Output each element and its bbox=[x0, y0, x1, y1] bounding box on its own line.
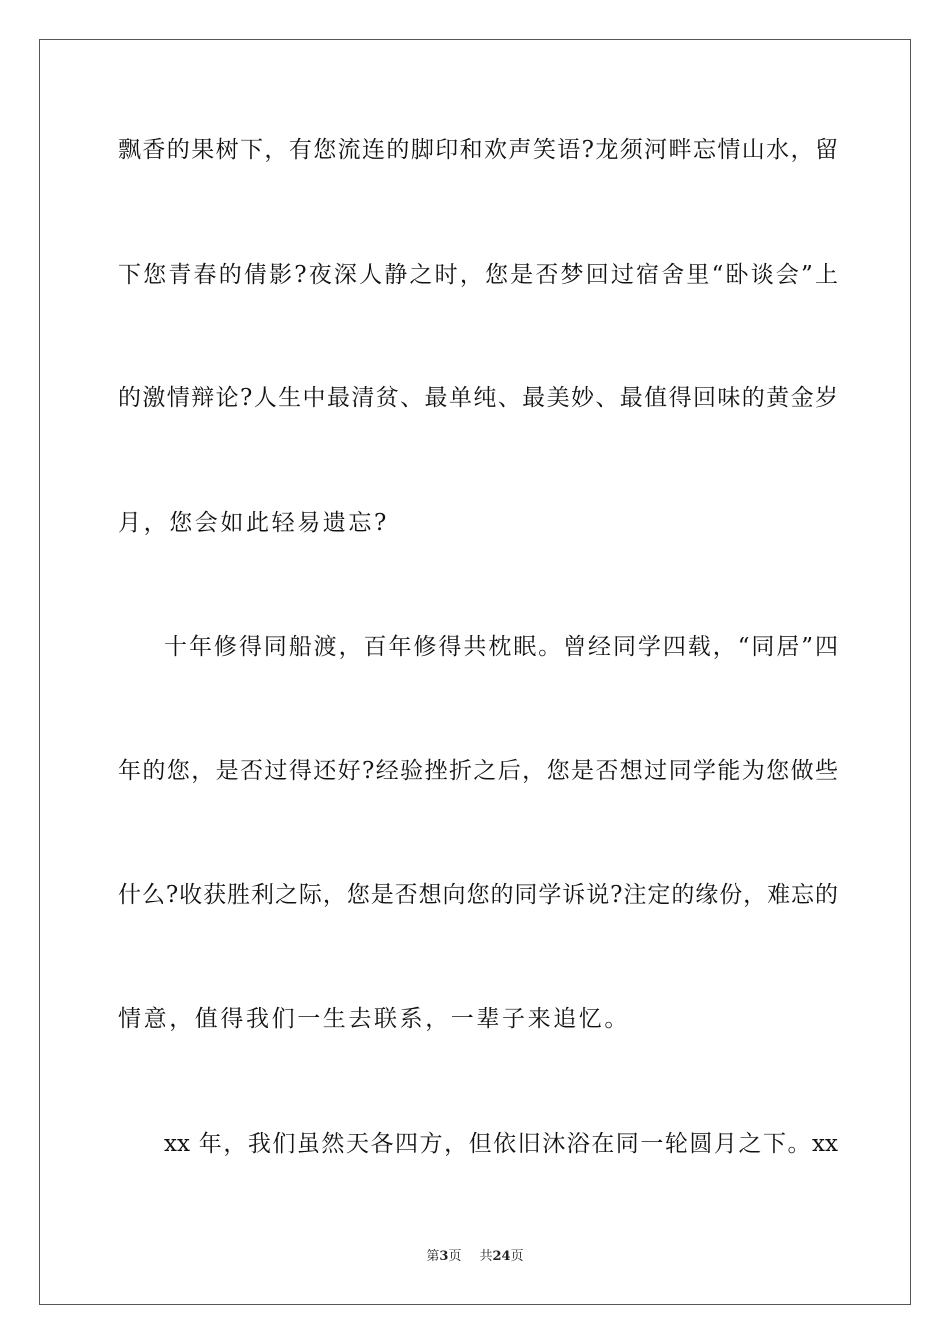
page-prefix: 第 bbox=[426, 1249, 440, 1264]
page-number: 3 bbox=[439, 1249, 449, 1264]
page-border bbox=[39, 39, 911, 1305]
paragraph-line-1: 飘香的果树下，有您流连的脚印和欢声笑语?龙须河畔忘情山水，留 bbox=[118, 137, 838, 163]
paragraph-line-9: xx 年，我们虽然天各四方，但依旧沐浴在同一轮圆月之下。xx bbox=[164, 1131, 838, 1157]
paragraph-line-6: 年的您，是否过得还好?经验挫折之后，您是否想过同学能为您做些 bbox=[118, 758, 838, 784]
total-suffix: 页 bbox=[510, 1249, 524, 1264]
paragraph-line-4: 月，您会如此轻易遗忘? bbox=[118, 510, 389, 536]
paragraph-line-5: 十年修得同船渡，百年修得共枕眠。曾经同学四载，“同居”四 bbox=[164, 634, 838, 660]
paragraph-line-7: 什么?收获胜利之际，您是否想向您的同学诉说?注定的缘份，难忘的 bbox=[118, 882, 838, 908]
total-prefix: 共 bbox=[479, 1249, 493, 1264]
paragraph-line-2: 下您青春的倩影?夜深人静之时，您是否梦回过宿舍里“卧谈会”上 bbox=[118, 262, 838, 288]
total-pages: 24 bbox=[492, 1249, 511, 1264]
page-footer bbox=[0, 1248, 950, 1266]
page-suffix: 页 bbox=[448, 1249, 462, 1264]
paragraph-line-8: 情意，值得我们一生去联系，一辈子来追忆。 bbox=[118, 1006, 630, 1032]
paragraph-line-3: 的激情辩论?人生中最清贫、最单纯、最美妙、最值得回味的黄金岁 bbox=[118, 385, 838, 411]
